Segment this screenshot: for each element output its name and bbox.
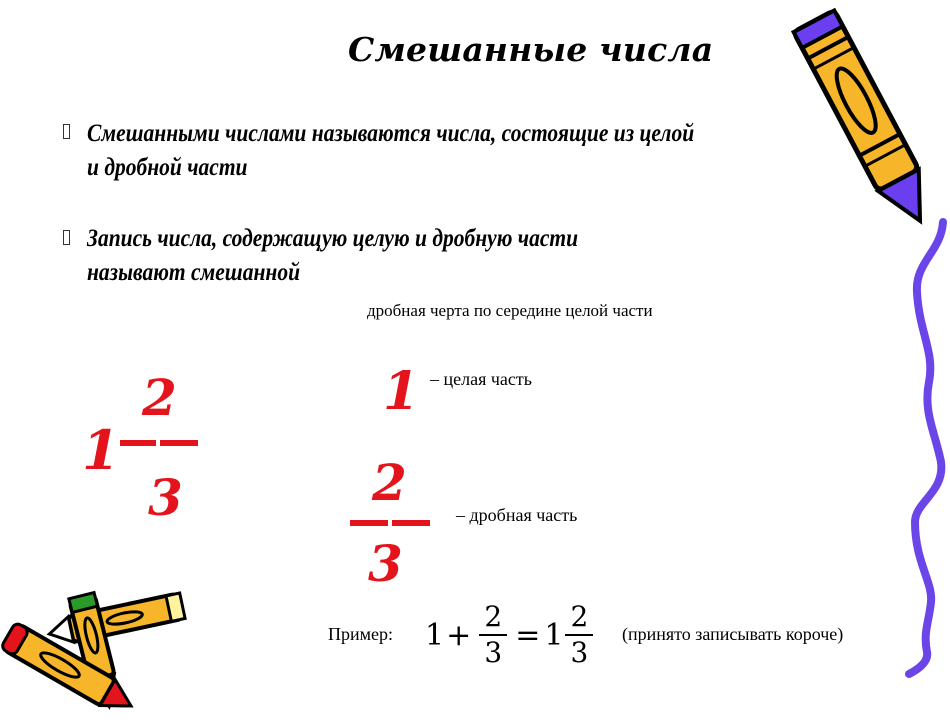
example-equation [425,598,593,672]
bullet-1-line-1: Смешанными числами называются числа, состоящие из целой [87,120,695,147]
example-fraction [479,601,507,669]
example-equals: = [515,617,541,653]
fractional-bar-left [350,520,388,526]
example-note: (принято записывать короче) [622,624,844,644]
fractional-part-label: – дробная часть [456,505,578,525]
bullet-icon [63,230,70,245]
example-result-denominator: 3 [570,636,589,669]
example-result-numerator: 2 [570,600,589,633]
example-label: Пример: [328,624,394,644]
squiggle-line [895,222,950,677]
example-result-whole: 1 [544,617,564,653]
mixed-denominator: 3 [148,468,183,527]
mixed-fraction-bar-left [120,440,156,446]
example-numerator: 2 [484,600,503,633]
bullet-2-line-2: называют смешанной [87,259,301,286]
example-result-fraction [565,601,593,669]
mixed-whole: 1 [82,418,120,482]
mixed-fraction-bar-right [160,440,198,446]
bullet-2-line-1: Запись числа, содержащую целую и дробную части [87,225,579,252]
bullet-icon [63,124,70,139]
fraction-bar-note: дробная черта по середине целой части [367,301,653,320]
example-plus: + [446,617,472,653]
slide-title: Смешанные числа [348,30,714,69]
fractional-bar-right [392,520,430,526]
pencil-icon [800,0,950,240]
fractional-part-numerator: 2 [372,453,407,512]
mixed-numerator: 2 [142,368,177,427]
whole-part-label: – целая часть [430,369,532,389]
whole-part-value: 1 [383,361,420,422]
example-whole: 1 [425,617,445,653]
bullet-1-line-2: и дробной части [87,154,248,181]
pencils-icon [0,580,200,720]
example-denominator: 3 [484,636,503,669]
fractional-part-denominator: 3 [368,534,403,593]
